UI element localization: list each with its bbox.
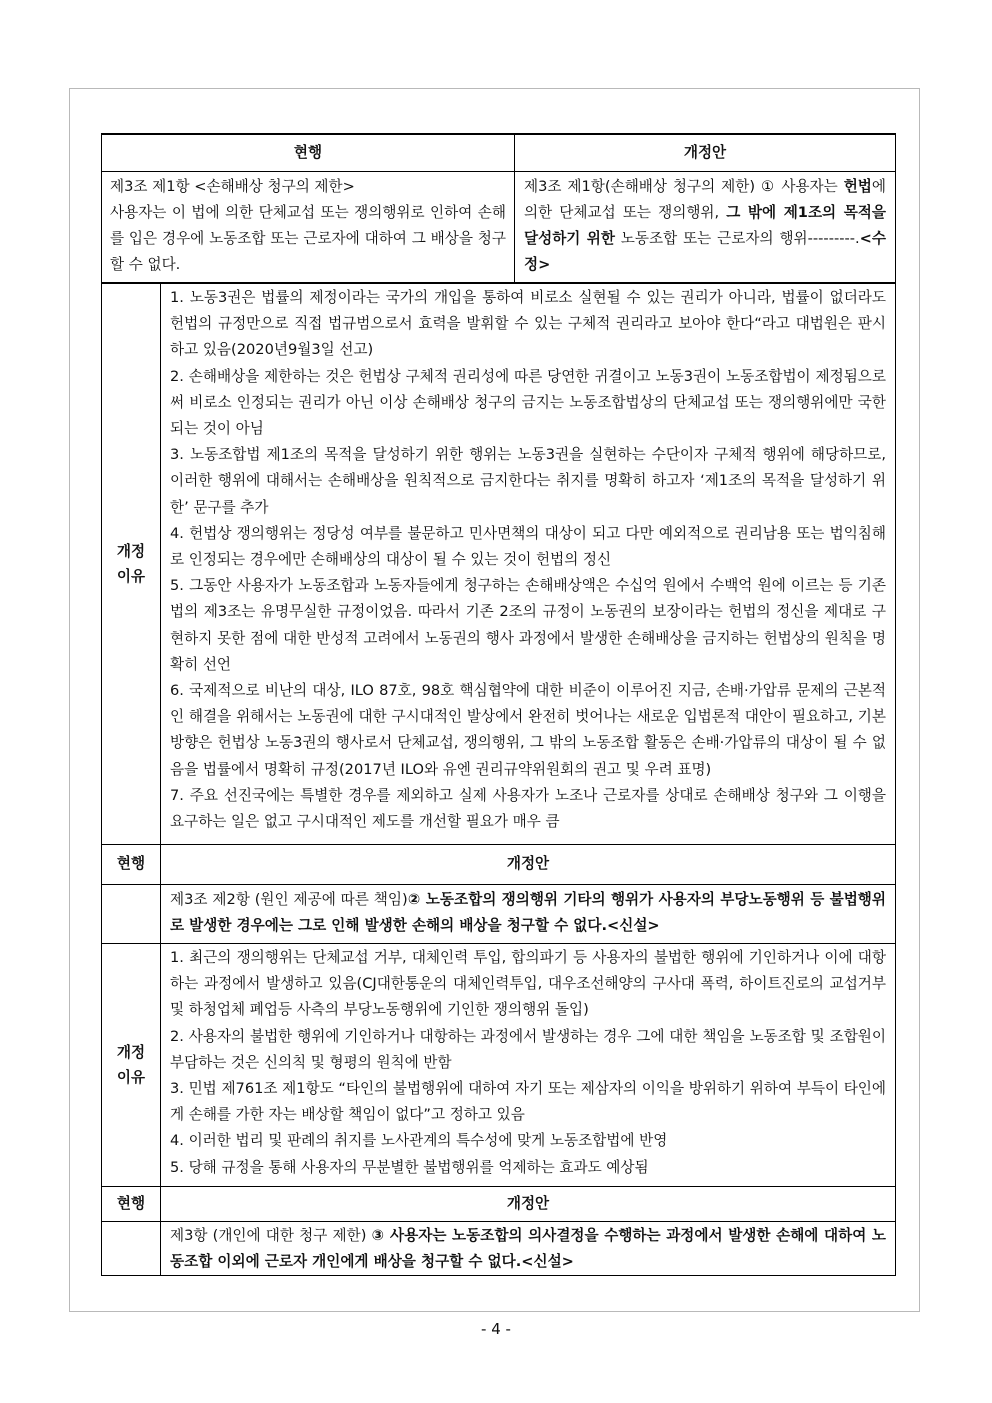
reason-item: 3. 노동조합법 제1조의 목적을 달성하기 위한 행위는 노동3권을 실현하는 수단이자 구체적 행위에 해당하므로, 이러한 행위에 대해서는 손해배상을 원칙적으로 금지한다는 취지를 명확히 하고자 ‘제1조의 목적을 달성하기 위한’ 문구를 추가 — [170, 446, 886, 516]
reason-list — [161, 284, 896, 845]
proposed-provision-text: 제3조 제1항(손해배상 청구의 제한) ① 사용자는 헌법에 의한 단체교섭 또는 쟁의행위, 그 밖에 제1조의 목적을 달성하기 위한 노동조합 또는 근로자의 행위---------.<수정> — [524, 177, 886, 274]
current-provision-empty — [102, 885, 161, 944]
reason-item: 4. 헌법상 쟁의행위는 정당성 여부를 불문하고 민사면책의 대상이 되고 다만 예외적으로 권리남용 또는 법익침해로 인정되는 경우에만 손해배상의 대상이 될 수 있는 것이 헌법의 정신 — [170, 524, 886, 569]
proposed-provision-cell — [515, 171, 896, 282]
reason-table-1 — [101, 283, 896, 845]
amendment-tag: <수정> — [524, 229, 886, 274]
reason-item: 1. 노동3권은 법률의 제정이라는 국가의 개입을 통하여 비로소 실현될 수 있는 권리가 아니라, 법률이 없더라도 헌법의 규정만으로 직접 법규범으로서 효력을 발휘할 수 있는 구체적 권리라고 보아야 한다“라고 대법원은 판시하고 있음(2020년9월3일 선고) — [170, 289, 886, 359]
header-current: 현행 — [102, 134, 515, 171]
reason-item: 2. 손해배상을 제한하는 것은 헌법상 구체적 권리성에 따른 당연한 귀결이고 노동3권이 노동조합법이 제정됨으로써 비로소 인정되는 권리가 아닌 이상 손해배상 청구의 금지는 노동조합법상의 단체교섭 또는 쟁의행위에만 국한되는 것이 아님 — [170, 367, 886, 438]
amendment-table-article3-3 — [101, 1186, 896, 1276]
reason-item: 1. 최근의 쟁의행위는 단체교섭 거부, 대체인력 투입, 합의파기 등 사용자의 불법한 행위에 기인하거나 이에 대항하는 과정에서 발생하고 있음(CJ대한통운의 대체인력투입, 대우조선해양의 구사대 폭력, 하이트진로의 교섭거부 및 하청업체 폐업등 사측의 부당노동행위에 기인한 쟁의행위 돌입) — [170, 949, 886, 1019]
reason-label: 개정 이유 — [102, 284, 161, 845]
amendment-table-article3-1 — [101, 133, 896, 283]
header-proposed: 개정안 — [161, 1187, 896, 1222]
proposed-provision-cell — [161, 885, 896, 944]
current-provision-body: 사용자는 이 법에 의한 단체교섭 또는 쟁의행위로 인하여 손해를 입은 경우에 노동조합 또는 근로자에 대하여 그 배상을 청구할 수 없다. — [110, 203, 506, 274]
header-current: 현행 — [102, 1187, 161, 1222]
page-number: - 4 - — [481, 1320, 511, 1338]
reason-item: 5. 당해 규정을 통해 사용자의 무분별한 불법행위를 억제하는 효과도 예상됨 — [170, 1158, 649, 1176]
amendment-table-article3-2 — [101, 844, 896, 1187]
reason-label: 개정 이유 — [102, 944, 161, 1187]
header-proposed: 개정안 — [161, 845, 896, 885]
proposed-provision-text: 제3조 제2항 (원인 제공에 따른 책임)② 노동조합의 쟁의행위 기타의 행위가 사용자의 부당노동행위 등 불법행위로 발생한 경우에는 그로 인해 발생한 손해의 배상을 청구할 수 없다.<신설> — [170, 891, 886, 935]
reason-item: 4. 이러한 법리 및 판례의 취지를 노사관계의 특수성에 맞게 노동조합법에 반영 — [170, 1132, 668, 1150]
current-provision-cell — [102, 171, 515, 282]
current-provision-title: 제3조 제1항 <손해배상 청구의 제한> — [110, 177, 355, 195]
proposed-provision-cell — [161, 1222, 896, 1276]
reason-item: 2. 사용자의 불법한 행위에 기인하거나 대항하는 과정에서 발생하는 경우 그에 대한 책임을 노동조합 및 조합원이 부담하는 것은 신의칙 및 형평의 원칙에 반함 — [170, 1027, 886, 1071]
header-current: 현행 — [102, 845, 161, 885]
reason-list — [161, 944, 896, 1187]
reason-item: 5. 그동안 사용자가 노동조합과 노동자들에게 청구하는 손해배상액은 수십억 원에서 수백억 원에 이르는 등 기존 법의 제3조는 유명무실한 규정이었음. 따라서 기존 2조의 규정이 노동권의 보장이라는 헌법의 정신을 제대로 구현하지 못한 점에 대한 반성적 고려에서 노동권의 행사 과정에서 발생한 손해배상을 금지하는 헌법상의 원칙을 명확히 선언 — [170, 577, 886, 673]
reason-item: 6. 국제적으로 비난의 대상, ILO 87호, 98호 핵심협약에 대한 비준이 이루어진 지금, 손배·가압류 문제의 근본적인 해결을 위해서는 노동권에 대한 구시대적인 발상에서 완전히 벗어나는 새로운 입법론적 대안이 필요하고, 기본 방향은 헌법상 노동3권의 행사로서 단체교섭, 쟁의행위, 그 밖의 노동조합 활동은 손배·가압류의 대상이 될 수 없음을 법률에서 명확히 규정(2017년 ILO와 유엔 권리규약위원회의 권고 및 우려 표명) — [170, 682, 886, 778]
proposed-provision-text: 제3항 (개인에 대한 청구 제한) ③ 사용자는 노동조합의 의사결정을 수행하는 과정에서 발생한 손해에 대하여 노동조합 이외에 근로자 개인에게 배상을 청구할 수 없다.<신설> — [170, 1227, 886, 1271]
reason-item: 7. 주요 선진국에는 특별한 경우를 제외하고 실제 사용자가 노조나 근로자를 상대로 손해배상 청구와 그 이행을 요구하는 일은 없고 구시대적인 제도를 개선할 필요가 매우 큼 — [170, 786, 886, 831]
reason-item: 3. 민법 제761조 제1항도 “타인의 불법행위에 대하여 자기 또는 제삼자의 이익을 방위하기 위하여 부득이 타인에게 손해를 가한 자는 배상할 책임이 없다”고 정하고 있음 — [170, 1080, 886, 1124]
header-proposed: 개정안 — [515, 134, 896, 171]
current-provision-empty — [102, 1222, 161, 1276]
